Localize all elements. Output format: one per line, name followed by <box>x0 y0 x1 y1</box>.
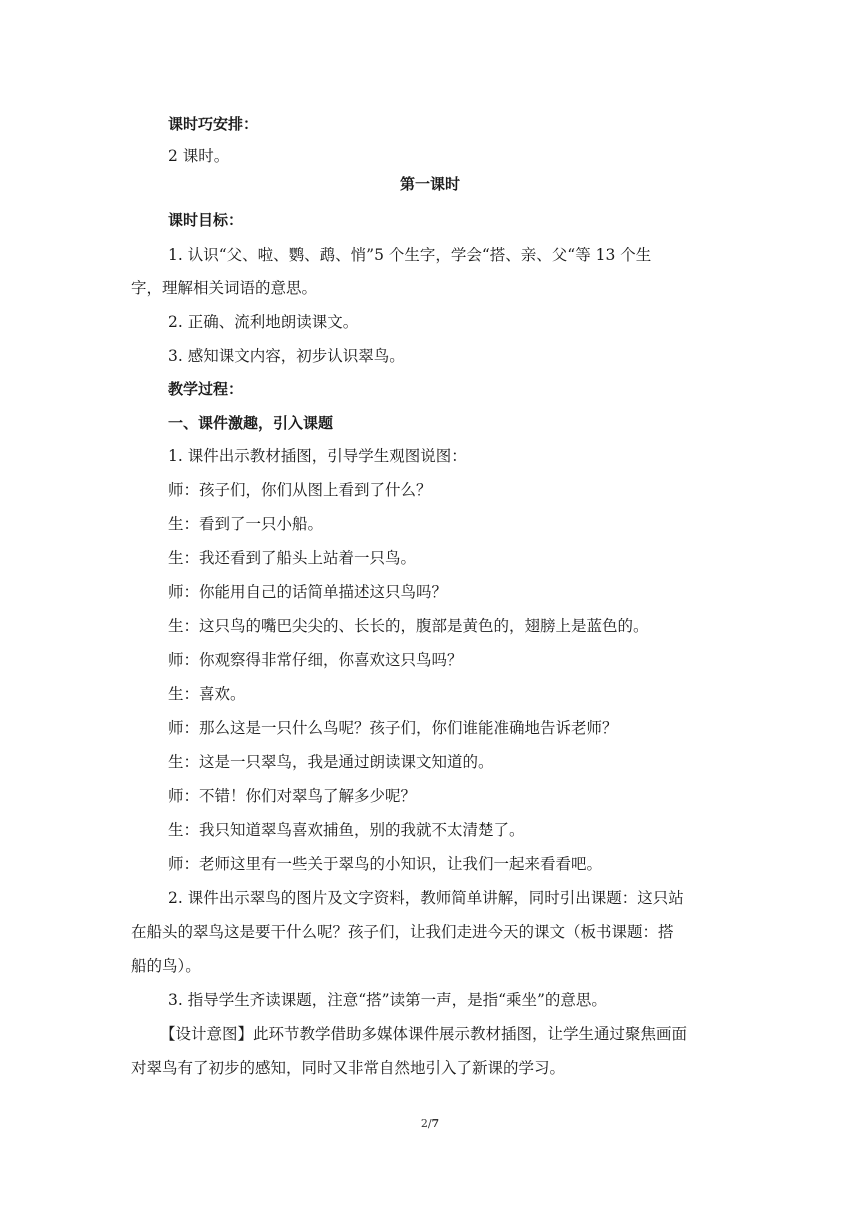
page-number <box>0 1117 860 1130</box>
goal-3: 3. 感知课文内容，初步认识翠鸟。 <box>168 347 405 365</box>
goal-2: 2. 正确、流利地朗读课文。 <box>168 313 359 331</box>
step-1: 1. 课件出示教材插图，引导学生观图说图： <box>168 447 467 465</box>
page-separator: / <box>427 1117 432 1130</box>
dialogue-line: 师：那么这是一只什么鸟呢？孩子们，你们谁能准确地告诉老师？ <box>168 719 618 737</box>
goal-1-line-1: 1. 认识“父、啦、鹦、鹉、悄”5 个生字，学会“搭、亲、父“等 13 个生 <box>168 246 652 264</box>
heading-goals: 课时目标： <box>168 211 244 229</box>
arrangement-text: 2 课时。 <box>168 147 230 165</box>
dialogue-line: 生：这只鸟的嘴巴尖尖的、长长的，腹部是黄色的，翅膀上是蓝色的。 <box>168 617 649 635</box>
step-2-line-2: 在船头的翠鸟这是要干什么呢？孩子们，让我们走进今天的课文（板书课题：搭 <box>131 923 674 941</box>
dialogue-line: 生：喜欢。 <box>168 685 246 703</box>
dialogue-line: 师：不错！你们对翠鸟了解多少呢？ <box>168 787 417 805</box>
dialogue-line: 师：你能用自己的话简单描述这只鸟吗？ <box>168 583 448 601</box>
page-total: 7 <box>431 1117 440 1130</box>
dialogue-line: 生：我只知道翠鸟喜欢捕鱼，别的我就不太清楚了。 <box>168 821 525 839</box>
dialogue-line: 师：老师这里有一些关于翠鸟的小知识，让我们一起来看看吧。 <box>168 855 603 873</box>
dialogue-line: 生：这是一只翠鸟，我是通过朗读课文知道的。 <box>168 753 494 771</box>
page-current: 2 <box>420 1117 428 1130</box>
dialogue-line: 师：你观察得非常仔细，你喜欢这只鸟吗？ <box>168 651 463 669</box>
heading-arrangement: 课时巧安排： <box>168 115 259 133</box>
design-intent-line-2: 对翠鸟有了初步的感知，同时又非常自然地引入了新课的学习。 <box>131 1059 566 1077</box>
lesson-title: 第一课时 <box>399 175 460 193</box>
dialogue-line: 师：孩子们，你们从图上看到了什么？ <box>168 481 432 499</box>
design-intent-line-1: 【设计意图】此环节教学借助多媒体课件展示教材插图，让学生通过聚焦画面 <box>160 1025 688 1043</box>
dialogue-line: 生：我还看到了船头上站着一只鸟。 <box>168 549 417 567</box>
step-2-line-1: 2. 课件出示翠鸟的图片及文字资料，教师简单讲解，同时引出课题：这只站 <box>168 889 684 907</box>
step-3: 3. 指导学生齐读课题，注意“搭”读第一声，是指“乘坐”的意思。 <box>168 991 607 1009</box>
step-2-line-3: 船的鸟）。 <box>131 957 201 975</box>
heading-process: 教学过程： <box>168 380 244 398</box>
dialogue-line: 生：看到了一只小船。 <box>168 515 324 533</box>
section-1-title: 一、课件激趣，引入课题 <box>168 414 334 432</box>
goal-1-line-2: 字，理解相关词语的意思。 <box>131 279 318 297</box>
